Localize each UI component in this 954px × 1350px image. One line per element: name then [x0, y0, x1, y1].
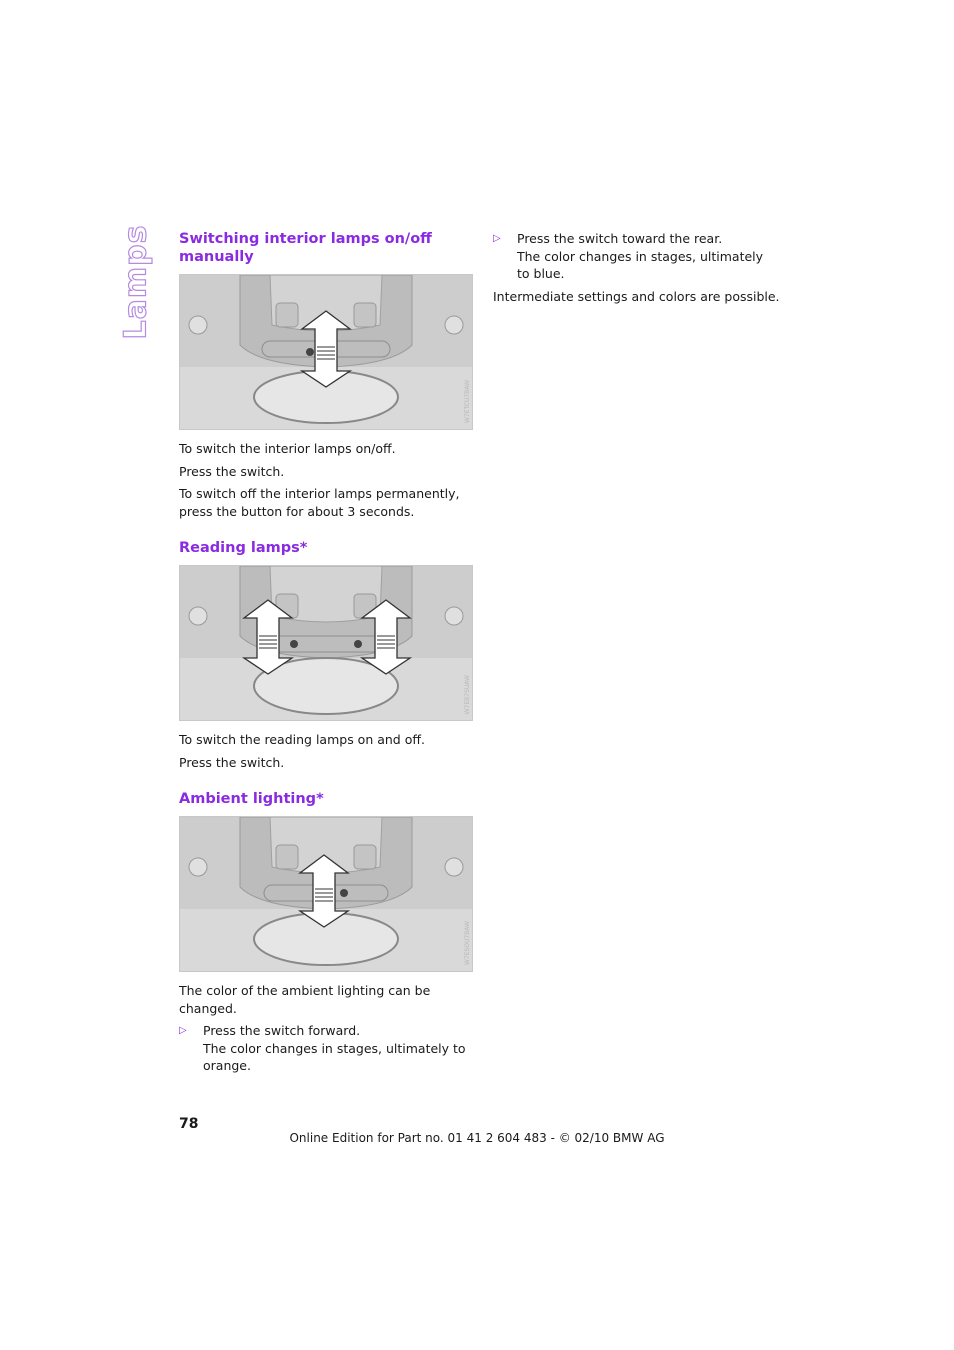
- triangle-bullet-icon: ▷: [493, 233, 501, 244]
- paragraph: To switch the reading lamps on and off.: [179, 732, 425, 747]
- figure-code: W7ETCU7BAW: [464, 379, 471, 423]
- paragraph: Intermediate settings and colors are possible.: [493, 288, 780, 304]
- paragraph: To switch the interior lamps on/off.: [179, 441, 396, 456]
- figure-reading-lamps: [179, 565, 473, 721]
- list-item: [493, 230, 783, 283]
- figure-interior-lamps: [179, 274, 473, 430]
- list-item-text: The color changes in stages, ultimately to blue.: [517, 248, 764, 281]
- list-item-text: Press the switch toward the rear.: [517, 231, 723, 246]
- paragraph: Press the switch.: [179, 463, 285, 479]
- left-column: [179, 230, 479, 1075]
- heading-ambient-lighting: Ambient lighting*: [179, 791, 324, 807]
- figure-code: W7ESOU7BAW: [464, 920, 471, 965]
- paragraph: Press the switch.: [179, 754, 285, 770]
- list-item-text: The color changes in stages, ultimately to orange.: [203, 1040, 466, 1073]
- right-column: [493, 230, 783, 305]
- paragraph: The color of the ambient lighting can be changed.: [179, 983, 431, 1016]
- section-tab: [116, 224, 156, 340]
- heading-interior-lamps: Switching interior lamps on/off manually: [179, 231, 432, 265]
- footer: Online Edition for Part no. 01 41 2 604 483 - © 02/10 BMW AG: [289, 1131, 665, 1145]
- section-tab-label: Lamps: [118, 224, 154, 340]
- paragraph: To switch off the interior lamps permanently, press the button for about 3 seconds.: [179, 486, 460, 519]
- heading-reading-lamps: Reading lamps*: [179, 540, 308, 556]
- list-item: [179, 1022, 479, 1075]
- figure-code: W7EB7SUAW: [464, 674, 471, 714]
- page-number: 78: [179, 1116, 199, 1132]
- list-item-text: Press the switch forward.: [203, 1023, 361, 1038]
- figure-ambient-lighting: [179, 816, 473, 972]
- triangle-bullet-icon: ▷: [179, 1025, 187, 1036]
